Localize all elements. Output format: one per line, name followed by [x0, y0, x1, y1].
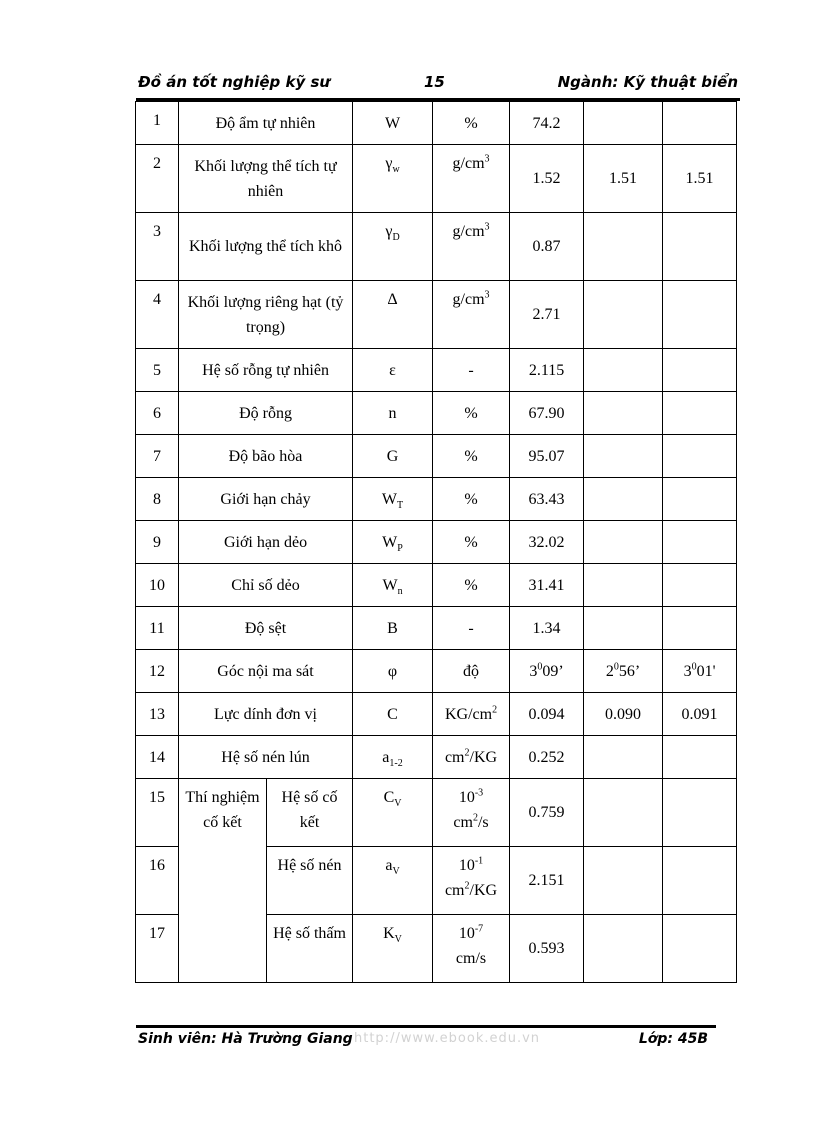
- value-3: [663, 478, 737, 521]
- property-symbol: $W_n$: [353, 564, 433, 607]
- property-symbol: $W_P$: [353, 521, 433, 564]
- property-symbol: ε: [353, 349, 433, 392]
- value-2: [584, 281, 663, 349]
- value-1: 0.593: [510, 915, 584, 983]
- value-2: [584, 521, 663, 564]
- value-2: [584, 392, 663, 435]
- property-unit: độ: [433, 650, 510, 693]
- property-name: Lực dính đơn vị: [179, 693, 353, 736]
- value-3: [663, 564, 737, 607]
- value-2: 1.51: [584, 145, 663, 213]
- property-name: Hệ số nén lún: [179, 736, 353, 779]
- property-unit: %: [433, 392, 510, 435]
- value-3: [663, 779, 737, 847]
- value-1: 2.151: [510, 847, 584, 915]
- property-unit: $g/cm^3$: [433, 281, 510, 349]
- header-major: Ngành: Kỹ thuật biển: [557, 73, 738, 91]
- row-number: 7: [136, 435, 179, 478]
- value-3: [663, 349, 737, 392]
- property-name: Độ sệt: [179, 607, 353, 650]
- value-2: [584, 779, 663, 847]
- property-name: Độ bão hòa: [179, 435, 353, 478]
- row-number: 10: [136, 564, 179, 607]
- property-symbol: $W_T$: [353, 478, 433, 521]
- property-unit: %: [433, 102, 510, 145]
- value-3: [663, 213, 737, 281]
- property-name: Hệ số cố kết: [267, 779, 353, 847]
- row-number: 8: [136, 478, 179, 521]
- property-unit: -: [433, 607, 510, 650]
- value-3: [663, 281, 737, 349]
- value-1: 0.252: [510, 736, 584, 779]
- value-3: [663, 736, 737, 779]
- property-unit: $10^{-3}$ $cm^2/s$: [433, 779, 510, 847]
- soil-properties-table: [135, 101, 737, 983]
- row-number: 12: [136, 650, 179, 693]
- value-2: [584, 213, 663, 281]
- property-name: Giới hạn chảy: [179, 478, 353, 521]
- property-name: Hệ số rỗng tự nhiên: [179, 349, 353, 392]
- property-unit: %: [433, 564, 510, 607]
- property-symbol: C: [353, 693, 433, 736]
- row-number: 4: [136, 281, 179, 349]
- value-1: 1.34: [510, 607, 584, 650]
- property-name: Hệ số nén: [267, 847, 353, 915]
- row-number: 16: [136, 847, 179, 915]
- property-symbol: Δ: [353, 281, 433, 349]
- value-2: [584, 607, 663, 650]
- page-footer: [136, 1030, 716, 1052]
- value-1: 31.41: [510, 564, 584, 607]
- value-1: 2.71: [510, 281, 584, 349]
- value-2: [584, 435, 663, 478]
- property-symbol: $\gamma_D$: [353, 213, 433, 281]
- property-unit: $cm^2/KG$: [433, 736, 510, 779]
- table-row: [136, 145, 737, 213]
- value-3: [663, 607, 737, 650]
- property-name: Hệ số thấm: [267, 915, 353, 983]
- property-name: Độ rỗng: [179, 392, 353, 435]
- table-row: [136, 779, 737, 847]
- row-number: 14: [136, 736, 179, 779]
- row-number: 3: [136, 213, 179, 281]
- value-1: 74.2: [510, 102, 584, 145]
- table-row: [136, 281, 737, 349]
- property-name: Độ ẩm tự nhiên: [179, 102, 353, 145]
- property-symbol: W: [353, 102, 433, 145]
- property-unit: -: [433, 349, 510, 392]
- property-symbol: n: [353, 392, 433, 435]
- property-symbol: $a_{1-2}$: [353, 736, 433, 779]
- property-name: Khối lượng thể tích khô: [179, 213, 353, 281]
- table-row: [136, 736, 737, 779]
- value-2: [584, 564, 663, 607]
- table-row: [136, 564, 737, 607]
- row-number: 6: [136, 392, 179, 435]
- row-number: 5: [136, 349, 179, 392]
- property-unit: $10^{-7}$ cm/s: [433, 915, 510, 983]
- property-symbol: $\gamma_w$: [353, 145, 433, 213]
- value-3: [663, 102, 737, 145]
- value-2: [584, 349, 663, 392]
- row-number: 15: [136, 779, 179, 847]
- value-2: [584, 478, 663, 521]
- value-1: 0.094: [510, 693, 584, 736]
- table-row: [136, 392, 737, 435]
- property-unit: $10^{-1}$ $cm^2/KG$: [433, 847, 510, 915]
- value-1: $3^009$’: [510, 650, 584, 693]
- value-1: 67.90: [510, 392, 584, 435]
- row-number: 11: [136, 607, 179, 650]
- property-name: Giới hạn dẻo: [179, 521, 353, 564]
- value-3: 0.091: [663, 693, 737, 736]
- value-3: [663, 435, 737, 478]
- table-row: [136, 650, 737, 693]
- footer-rule: [136, 1025, 716, 1028]
- value-2: $2^056$’: [584, 650, 663, 693]
- property-symbol: B: [353, 607, 433, 650]
- row-number: 17: [136, 915, 179, 983]
- property-name: Khối lượng thể tích tự nhiên: [179, 145, 353, 213]
- property-unit: %: [433, 435, 510, 478]
- table-row: [136, 478, 737, 521]
- class-label: Lớp: 45B: [638, 1031, 708, 1047]
- property-symbol: $C_V$: [353, 779, 433, 847]
- value-2: 0.090: [584, 693, 663, 736]
- property-unit: %: [433, 521, 510, 564]
- watermark-url: http://www.ebook.edu.vn: [354, 1031, 541, 1046]
- value-3: [663, 915, 737, 983]
- value-2: [584, 736, 663, 779]
- property-name: Khối lượng riêng hạt (tỷ trọng): [179, 281, 353, 349]
- property-symbol: $a_V$: [353, 847, 433, 915]
- value-3: [663, 392, 737, 435]
- consolidation-group-label: Thí nghiệm cố kết: [179, 779, 267, 983]
- row-number: 9: [136, 521, 179, 564]
- row-number: 1: [136, 102, 179, 145]
- value-2: [584, 102, 663, 145]
- value-2: [584, 915, 663, 983]
- property-symbol: G: [353, 435, 433, 478]
- property-unit: %: [433, 478, 510, 521]
- value-1: 63.43: [510, 478, 584, 521]
- value-1: 0.87: [510, 213, 584, 281]
- table-row: [136, 521, 737, 564]
- property-unit: $KG/cm^2$: [433, 693, 510, 736]
- value-3: [663, 521, 737, 564]
- property-symbol: $K_V$: [353, 915, 433, 983]
- property-symbol: φ: [353, 650, 433, 693]
- value-3: [663, 847, 737, 915]
- value-1: 1.52: [510, 145, 584, 213]
- student-name: Sinh viên: Hà Trường Giang: [138, 1031, 353, 1047]
- page-header: [136, 70, 740, 92]
- table-row: [136, 102, 737, 145]
- table-row: [136, 607, 737, 650]
- value-1: 0.759: [510, 779, 584, 847]
- value-2: [584, 847, 663, 915]
- table-row: [136, 435, 737, 478]
- row-number: 2: [136, 145, 179, 213]
- row-number: 13: [136, 693, 179, 736]
- header-title: Đồ án tốt nghiệp kỹ sư: [138, 73, 331, 91]
- value-3: $3^001'$: [663, 650, 737, 693]
- value-1: 32.02: [510, 521, 584, 564]
- property-unit: $g/cm^3$: [433, 213, 510, 281]
- value-1: 95.07: [510, 435, 584, 478]
- property-unit: $g/cm^3$: [433, 145, 510, 213]
- table-row: [136, 693, 737, 736]
- table-row: [136, 349, 737, 392]
- value-1: 2.115: [510, 349, 584, 392]
- page-number: 15: [424, 73, 445, 91]
- value-3: 1.51: [663, 145, 737, 213]
- table-row: [136, 213, 737, 281]
- property-name: Chỉ số dẻo: [179, 564, 353, 607]
- property-name: Góc nội ma sát: [179, 650, 353, 693]
